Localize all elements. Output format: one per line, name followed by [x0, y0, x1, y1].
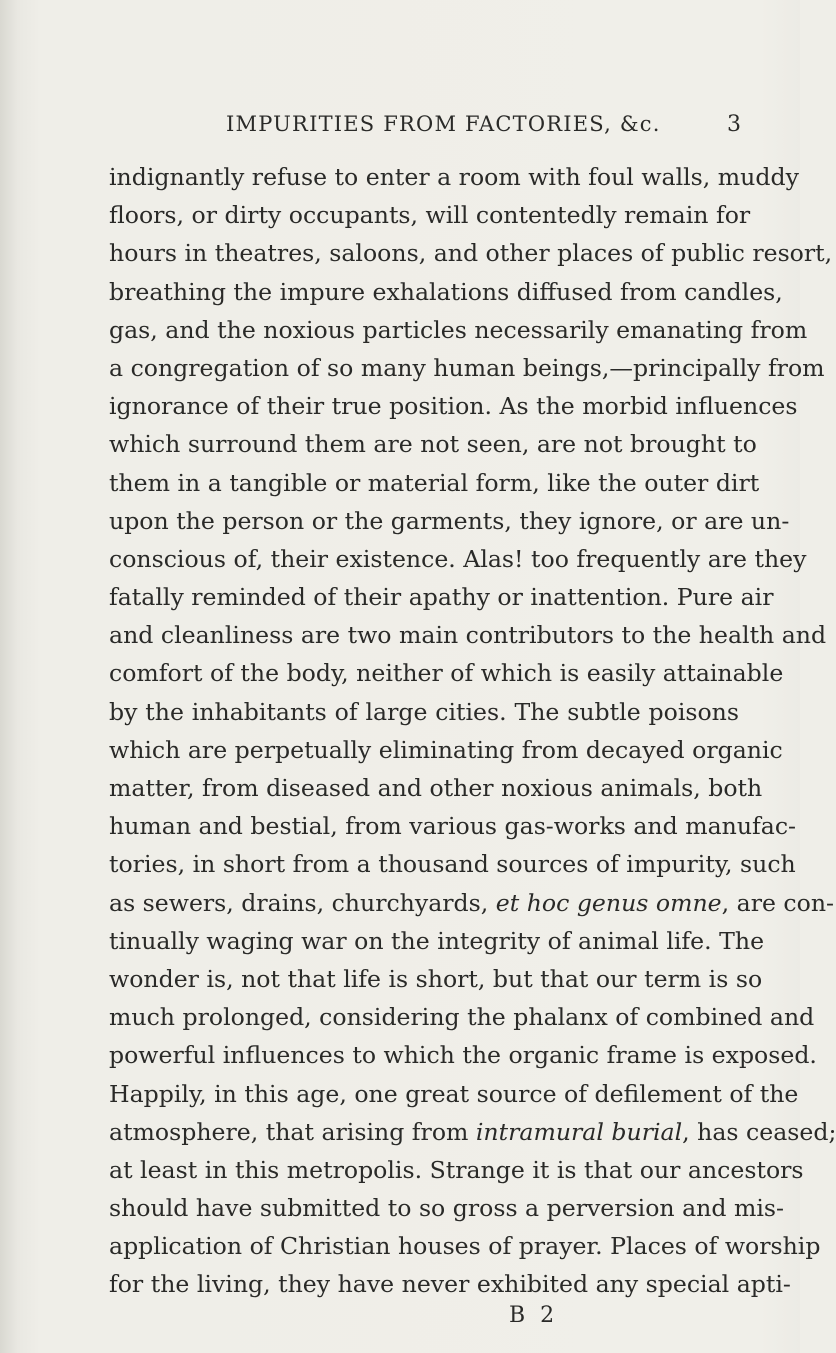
text-line: by the inhabitants of large cities. The subtle poisons: [109, 697, 739, 726]
text-line: indignantly refuse to enter a room with foul walls, muddy: [109, 163, 799, 191]
text-line: hours in theatres, saloons, and other places of public resort,: [109, 239, 833, 268]
text-line: tinually waging war on the integrity of animal life. The: [109, 926, 765, 955]
text-line: powerful influences to which the organic frame is exposed.: [109, 1041, 817, 1070]
text-line: should have submitted to so gross a perversion and mis-: [109, 1194, 784, 1223]
text-line: much prolonged, considering the phalanx of combined and: [109, 1003, 815, 1032]
text-line: conscious of, their existence. Alas! too frequently are they: [109, 544, 807, 573]
text-line: application of Christian houses of prayer. Places of worship: [109, 1232, 821, 1261]
text-line: which surround them are not seen, are not brought to: [109, 430, 757, 459]
text-line: floors, or dirty occupants, will contentedly remain for: [109, 201, 751, 230]
text-line: upon the person or the garments, they ignore, or are un-: [109, 506, 790, 535]
text-line: ignorance of their true position. As the morbid influences: [109, 392, 798, 421]
text-line: Happily, in this age, one great source of defilement of the: [109, 1079, 799, 1108]
italic-phrase: intramural burial: [475, 1117, 683, 1146]
text-line: wonder is, not that life is short, but that our term is so: [109, 964, 763, 993]
text-line: breathing the impure exhalations diffused from candles,: [109, 277, 783, 306]
page-number: 3: [727, 112, 741, 137]
text-line: fatally reminded of their apathy or inattention. Pure air: [109, 583, 774, 612]
text-line: tories, in short from a thousand sources of impurity, such: [109, 850, 796, 879]
text-line: human and bestial, from various gas-works and manufac-: [109, 812, 797, 841]
signature-mark: B 2: [509, 1303, 559, 1328]
body-text: [109, 158, 836, 1304]
text-line: for the living, they have never exhibited any special apti-: [109, 1270, 791, 1299]
running-head: IMPURITIES FROM FACTORIES, &c.: [226, 112, 661, 136]
text-line: atmosphere, that arising from intramural burial, has ceased;: [109, 1117, 836, 1146]
text-line: as sewers, drains, churchyards, et hoc genus omne, are con-: [109, 888, 835, 917]
text-line: gas, and the noxious particles necessarily emanating from: [109, 315, 808, 344]
text-line: which are perpetually eliminating from decayed organic: [109, 735, 783, 764]
text-line: them in a tangible or material form, like the outer dirt: [109, 468, 760, 497]
text-line: and cleanliness are two main contributors to the health and: [109, 621, 827, 650]
italic-phrase: et hoc genus omne: [495, 888, 722, 917]
text-line: at least in this metropolis. Strange it is that our ancestors: [109, 1155, 804, 1184]
text-line: a congregation of so many human beings,—principally from: [109, 353, 825, 382]
text-line: comfort of the body, neither of which is easily attainable: [109, 659, 784, 688]
text-line: matter, from diseased and other noxious animals, both: [109, 774, 763, 802]
